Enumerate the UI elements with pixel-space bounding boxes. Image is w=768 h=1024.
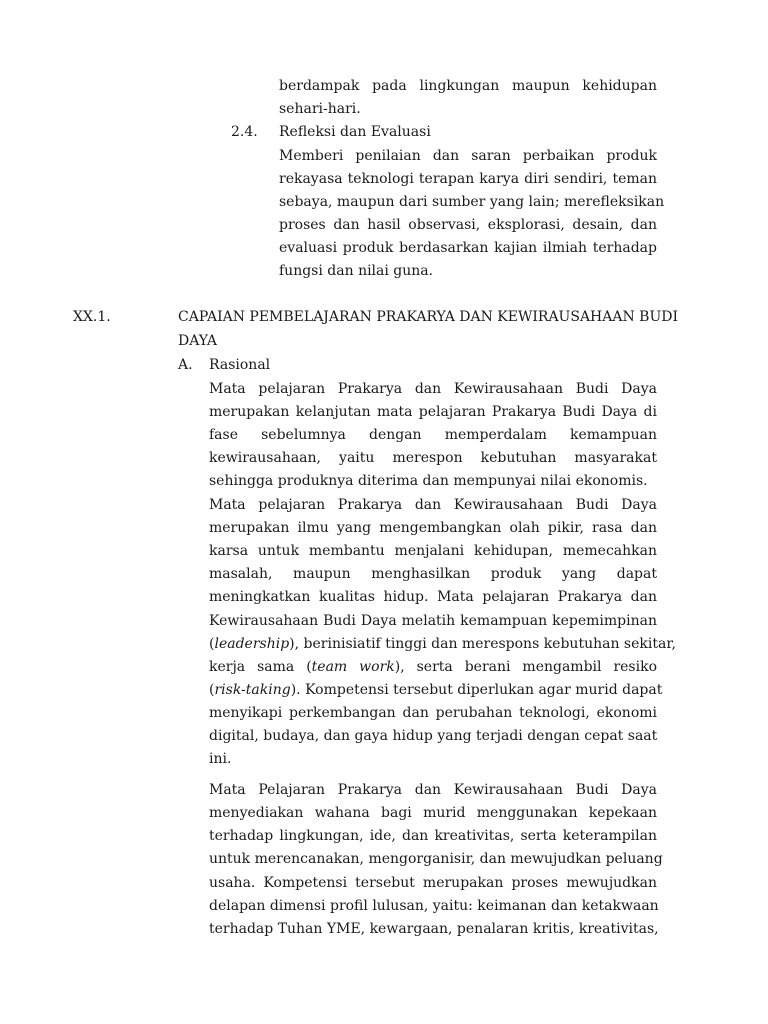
- body-text-line: sehingga produknya diterima dan mempunyai nilai ekonomis.: [209, 473, 648, 489]
- body-text-line: fungsi dan nilai guna.: [279, 263, 434, 279]
- italic-term: risk-taking: [214, 682, 291, 698]
- body-text-line: untuk merencanakan, mengorganisir, dan mewujudkan peluang: [209, 851, 663, 867]
- body-text-line: ini.: [209, 751, 232, 767]
- body-text-line: menyikapi perkembangan dan perubahan teknologi, ekonomi: [209, 705, 657, 721]
- body-text-line: evaluasi produk berdasarkan kajian ilmiah terhadap: [279, 240, 657, 256]
- body-text-line: terhadap lingkungan, ide, dan kreativitas, serta keterampilan: [209, 828, 657, 844]
- italic-term: leadership: [214, 636, 290, 652]
- body-text-line: Mata pelajaran Prakarya dan Kewirausahaan Budi Daya: [209, 381, 657, 397]
- body-text-line: merupakan kelanjutan mata pelajaran Prakarya Budi Daya di: [209, 404, 657, 420]
- italic-term: team work: [311, 659, 395, 675]
- body-text-line: usaha. Kompetensi tersebut merupakan proses mewujudkan: [209, 875, 657, 891]
- body-text-line: meningkatkan kualitas hidup. Mata pelajaran Prakarya dan: [209, 589, 657, 605]
- section-title-continued: DAYA: [178, 333, 218, 349]
- section-title: CAPAIAN PEMBELAJARAN PRAKARYA DAN KEWIRAUSAHAAN BUDI: [178, 309, 679, 325]
- subsection-letter: A.: [178, 357, 193, 373]
- text-run: (: [209, 636, 215, 652]
- body-text-line: sebaya, maupun dari sumber yang lain; merefleksikan: [279, 194, 665, 210]
- body-text-line: fase sebelumnya dengan memperdalam kemampuan: [209, 427, 657, 443]
- text-run: ), serta berani mengambil resiko: [394, 659, 657, 675]
- body-text-line: delapan dimensi profil lulusan, yaitu: keimanan dan ketakwaan: [209, 898, 659, 914]
- body-text-line: kewirausahaan, yaitu merespon kebutuhan masyarakat: [209, 450, 657, 466]
- body-text-line: menyediakan wahana bagi murid menggunakan kepekaan: [209, 805, 657, 821]
- body-text-line: sehari-hari.: [279, 101, 361, 117]
- body-text-line: berdampak pada lingkungan maupun kehidupan: [279, 78, 657, 94]
- text-run: (: [209, 682, 215, 698]
- body-text-line: masalah, maupun menghasilkan produk yang dapat: [209, 566, 657, 582]
- subsection-title: Rasional: [209, 357, 271, 373]
- body-text-line: rekayasa teknologi terapan karya diri sendiri, teman: [279, 171, 657, 187]
- body-text-line: [209, 679, 663, 702]
- body-text-line: karsa untuk membantu menjalani kehidupan, memecahkan: [209, 543, 657, 559]
- item-title: Refleksi dan Evaluasi: [279, 124, 431, 140]
- body-text-line: Mata Pelajaran Prakarya dan Kewirausahaan Budi Daya: [209, 782, 657, 798]
- text-run: kerja sama (: [209, 659, 312, 675]
- item-number: 2.4.: [231, 124, 258, 140]
- body-text-line: [209, 633, 676, 656]
- text-run: ), berinisiatif tinggi dan merespons kebutuhan sekitar,: [289, 636, 676, 652]
- body-text-line: Mata pelajaran Prakarya dan Kewirausahaan Budi Daya: [209, 497, 657, 513]
- body-text-line: Memberi penilaian dan saran perbaikan produk: [279, 148, 657, 164]
- body-text-line: terhadap Tuhan YME, kewargaan, penalaran kritis, kreativitas,: [209, 921, 659, 937]
- text-run: ). Kompetensi tersebut diperlukan agar murid dapat: [290, 682, 663, 698]
- body-text-line: digital, budaya, dan gaya hidup yang terjadi dengan cepat saat: [209, 728, 658, 744]
- body-text-line: merupakan ilmu yang mengembangkan olah pikir, rasa dan: [209, 520, 657, 536]
- body-text-line: Kewirausahaan Budi Daya melatih kemampuan kepemimpinan: [209, 613, 657, 629]
- body-text-line: proses dan hasil observasi, eksplorasi, desain, dan: [279, 217, 657, 233]
- body-text-line: [209, 656, 657, 679]
- section-number: XX.1.: [73, 309, 111, 325]
